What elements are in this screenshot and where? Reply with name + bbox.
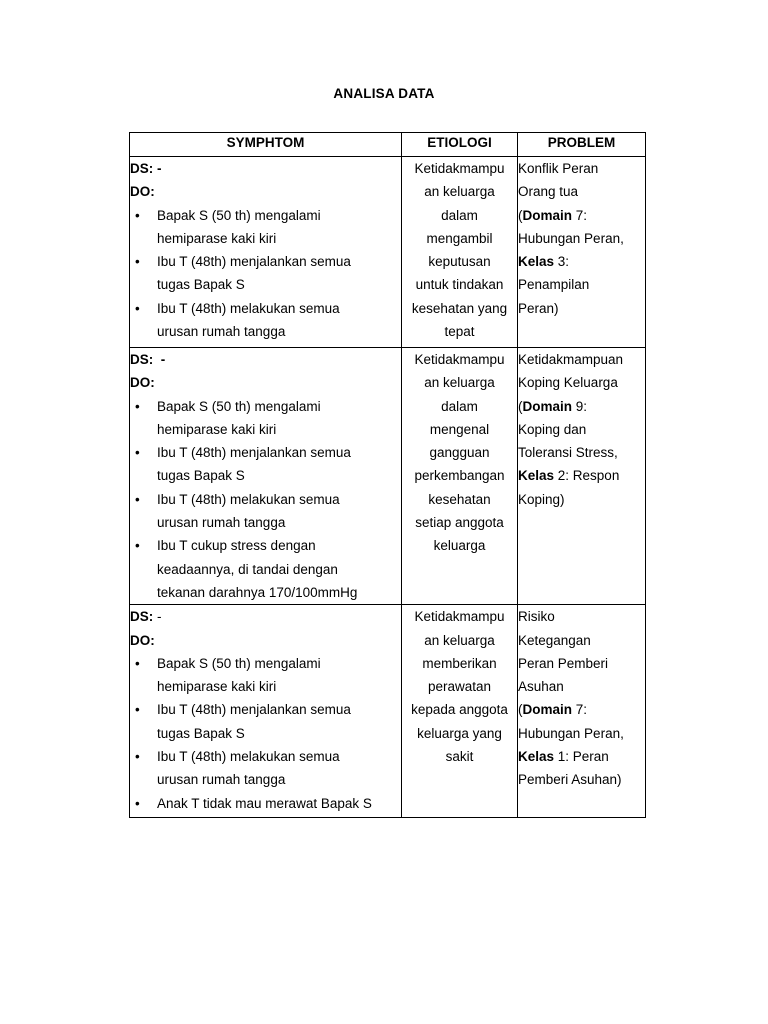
do-label: DO: xyxy=(130,375,155,391)
list-item: • Bapak S (50 th) mengalami hemiparase kaki kiri xyxy=(130,652,401,699)
header-symptom: SYMPHTOM xyxy=(130,133,402,157)
analysis-table xyxy=(129,132,646,818)
symptom-cell xyxy=(130,157,402,348)
bullet-icon: • xyxy=(135,491,140,507)
list-item: • Ibu T cukup stress dengan keadaannya, di tandai dengan tekanan darahnya 170/100mmHg xyxy=(130,534,401,604)
etiologi-cell: Ketidakmampu an keluarga memberikan perawatan kepada anggota keluarga yang sakit xyxy=(402,605,518,818)
ds-label: DS: - xyxy=(130,609,162,625)
etiologi-cell: Ketidakmampu an keluarga dalam mengenal gangguan perkembangan kesehatan setiap anggota keluarga xyxy=(402,348,518,605)
table-header-row xyxy=(130,133,646,157)
bullet-icon: • xyxy=(135,795,140,811)
bullet-icon: • xyxy=(135,254,140,270)
problem-cell: Konflik Peran Orang tua (Domain 7: Hubungan Peran, Kelas 3: Penampilan Peran) xyxy=(518,157,646,348)
symptom-list xyxy=(130,204,401,344)
table-row xyxy=(130,605,646,818)
list-item: • Ibu T (48th) menjalankan semua tugas Bapak S xyxy=(130,250,401,297)
ds-label: DS: - xyxy=(130,352,166,367)
bullet-icon: • xyxy=(135,655,140,671)
header-problem: PROBLEM xyxy=(518,133,646,157)
list-item: • Ibu T (48th) menjalankan semua tugas Bapak S xyxy=(130,698,401,745)
bullet-icon: • xyxy=(135,445,140,461)
header-etiologi: ETIOLOGI xyxy=(402,133,518,157)
list-item: • Ibu T (48th) melakukan semua urusan rumah tangga xyxy=(130,488,401,535)
bullet-icon: • xyxy=(135,207,140,223)
table-row xyxy=(130,157,646,348)
list-item: • Anak T tidak mau merawat Bapak S xyxy=(130,792,401,815)
symptom-cell xyxy=(130,605,402,818)
bullet-icon: • xyxy=(135,538,140,554)
symptom-cell xyxy=(130,348,402,605)
problem-cell: Ketidakmampuan Koping Keluarga (Domain 9: Koping dan Toleransi Stress, Kelas 2: Respon Koping) xyxy=(518,348,646,605)
bullet-icon: • xyxy=(135,300,140,316)
symptom-list xyxy=(130,395,401,605)
page-title: ANALISA DATA xyxy=(333,86,435,101)
list-item: • Ibu T (48th) melakukan semua urusan rumah tangga xyxy=(130,297,401,344)
bullet-icon: • xyxy=(135,398,140,414)
do-label: DO: xyxy=(130,632,155,648)
list-item: • Ibu T (48th) melakukan semua urusan rumah tangga xyxy=(130,745,401,792)
do-label: DO: xyxy=(130,184,155,200)
table-row xyxy=(130,348,646,605)
problem-cell: Risiko Ketegangan Peran Pemberi Asuhan (Domain 7: Hubungan Peran, Kelas 1: Peran Pemberi Asuhan) xyxy=(518,605,646,818)
etiologi-cell: Ketidakmampu an keluarga dalam mengambil keputusan untuk tindakan kesehatan yang tepat xyxy=(402,157,518,348)
bullet-icon: • xyxy=(135,749,140,765)
list-item: • Bapak S (50 th) mengalami hemiparase kaki kiri xyxy=(130,204,401,251)
list-item: • Ibu T (48th) menjalankan semua tugas Bapak S xyxy=(130,441,401,488)
ds-label: DS: - xyxy=(130,161,162,176)
symptom-list xyxy=(130,652,401,815)
bullet-icon: • xyxy=(135,702,140,718)
list-item: • Bapak S (50 th) mengalami hemiparase kaki kiri xyxy=(130,395,401,442)
